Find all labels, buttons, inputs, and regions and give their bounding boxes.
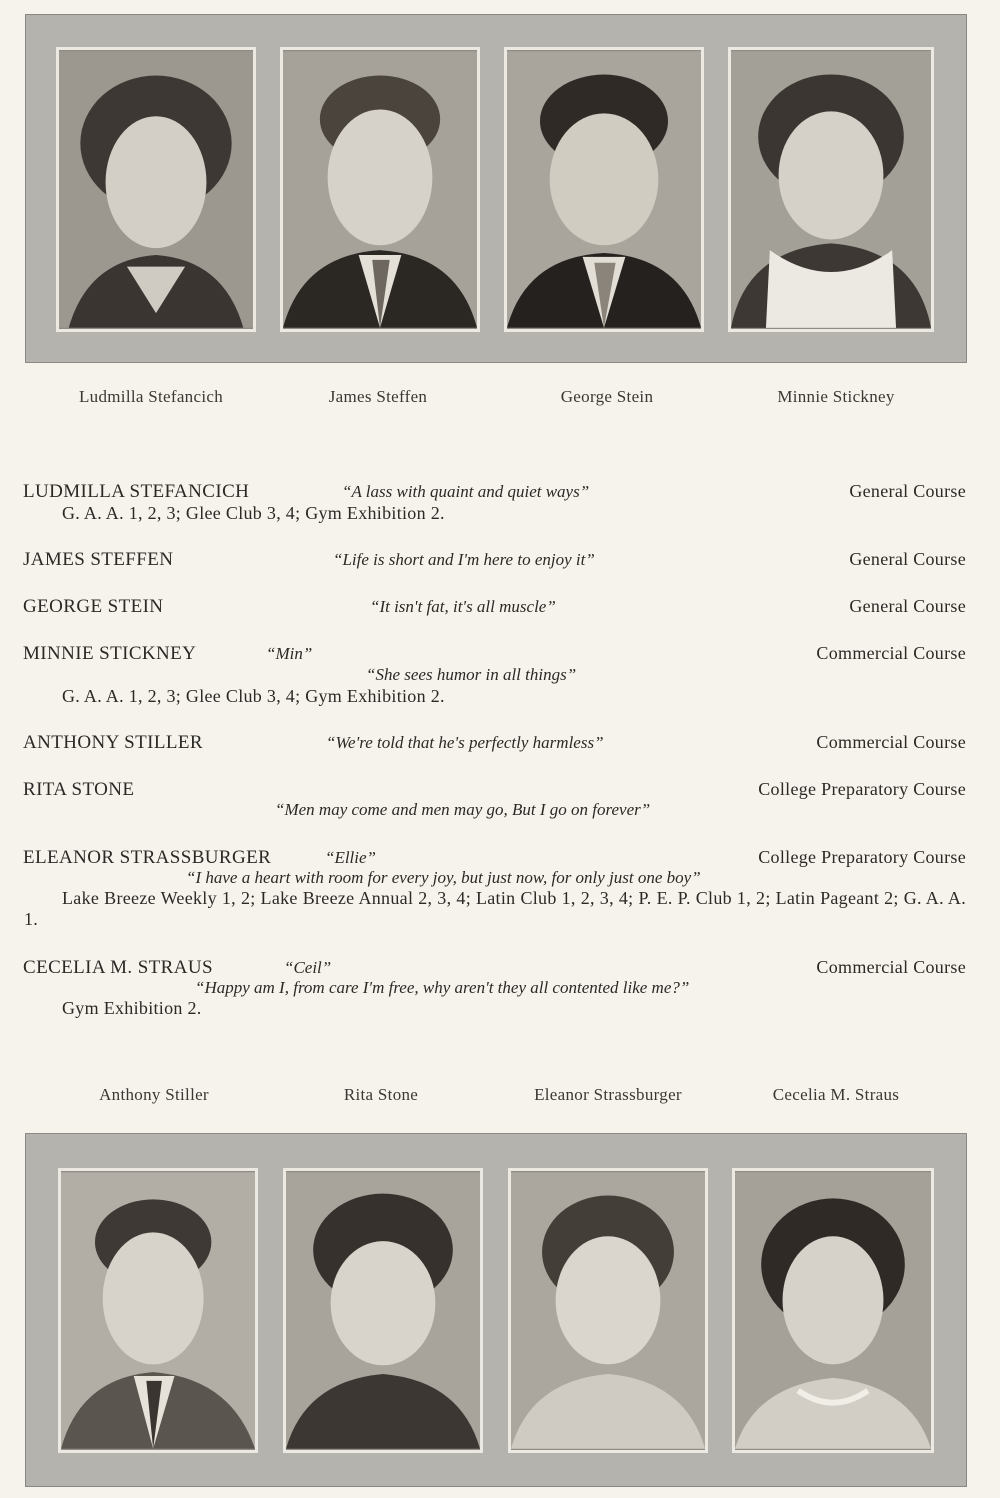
student-name: LUDMILLA STEFANCICH [23,481,250,502]
bottom-photo-panel [25,1133,967,1487]
student-name: CECELIA M. STRAUS [23,957,213,978]
student-course: General Course [849,596,966,616]
student-activities: G. A. A. 1, 2, 3; Glee Club 3, 4; Gym Exhibition 2. [62,503,445,523]
portrait-minnie-stickney [728,47,934,332]
student-name: RITA STONE [23,779,135,800]
student-quote: “Life is short and I'm here to enjoy it” [333,550,595,569]
portrait-image [283,50,477,329]
portrait-anthony-stiller [58,1168,258,1453]
portrait-james-steffen [280,47,480,332]
portrait-image [731,50,931,329]
student-course: Commercial Course [816,732,966,752]
portrait-rita-stone [283,1168,483,1453]
caption-bottom-1: Anthony Stiller [99,1085,209,1104]
caption-bottom-3: Eleanor Strassburger [534,1085,682,1104]
student-name: ELEANOR STRASSBURGER [23,847,272,868]
caption-top-4: Minnie Stickney [777,387,895,406]
student-name: ANTHONY STILLER [23,732,203,753]
student-course: Commercial Course [816,957,966,977]
top-photo-panel [25,14,967,363]
student-activities: Lake Breeze Weekly 1, 2; Lake Breeze Annual 2, 3, 4; Latin Club 1, 2, 3, 4; P. E. P. Club 1, 2; Latin Pageant 2; G. A. A. 1. [24,888,966,929]
student-name: MINNIE STICKNEY [23,643,197,664]
student-quote: “A lass with quaint and quiet ways” [342,482,590,501]
caption-top-3: George Stein [560,387,654,406]
portrait-image [61,1171,255,1450]
student-course: General Course [849,481,966,501]
caption-bottom-2: Rita Stone [343,1085,419,1104]
portrait-cecelia-m-straus [732,1168,934,1453]
caption-top-1: Ludmilla Stefancich [78,387,224,406]
student-quote: “Happy am I, from care I'm free, why aren't they all contented like me?” [195,978,690,997]
portrait-eleanor-strassburger [508,1168,708,1453]
student-quote: “We're told that he's perfectly harmless” [326,733,604,752]
student-nickname: “Ellie” [325,848,377,867]
student-quote: “I have a heart with room for every joy, but just now, for only just one boy” [186,868,701,887]
student-name: GEORGE STEIN [23,596,164,617]
student-quote: “It isn't fat, it's all muscle” [370,597,556,616]
student-quote: “She sees humor in all things” [366,665,577,684]
caption-bottom-4: Cecelia M. Straus [772,1085,900,1104]
student-nickname: “Ceil” [284,958,332,977]
portrait-image [735,1171,931,1450]
portrait-image [511,1171,705,1450]
student-nickname: “Min” [266,644,313,663]
student-name: JAMES STEFFEN [23,549,174,570]
portrait-george-stein [504,47,704,332]
portrait-image [507,50,701,329]
student-course: College Preparatory Course [758,847,966,867]
student-activities: G. A. A. 1, 2, 3; Glee Club 3, 4; Gym Exhibition 2. [62,686,445,706]
student-course: College Preparatory Course [758,779,966,799]
student-course: Commercial Course [816,643,966,663]
student-activities: Gym Exhibition 2. [62,998,202,1018]
student-quote: “Men may come and men may go, But I go on forever” [275,800,651,819]
student-course: General Course [849,549,966,569]
portrait-ludmilla-stefancich [56,47,256,332]
portrait-image [286,1171,480,1450]
portrait-image [59,50,253,329]
caption-top-2: James Steffen [328,387,428,406]
